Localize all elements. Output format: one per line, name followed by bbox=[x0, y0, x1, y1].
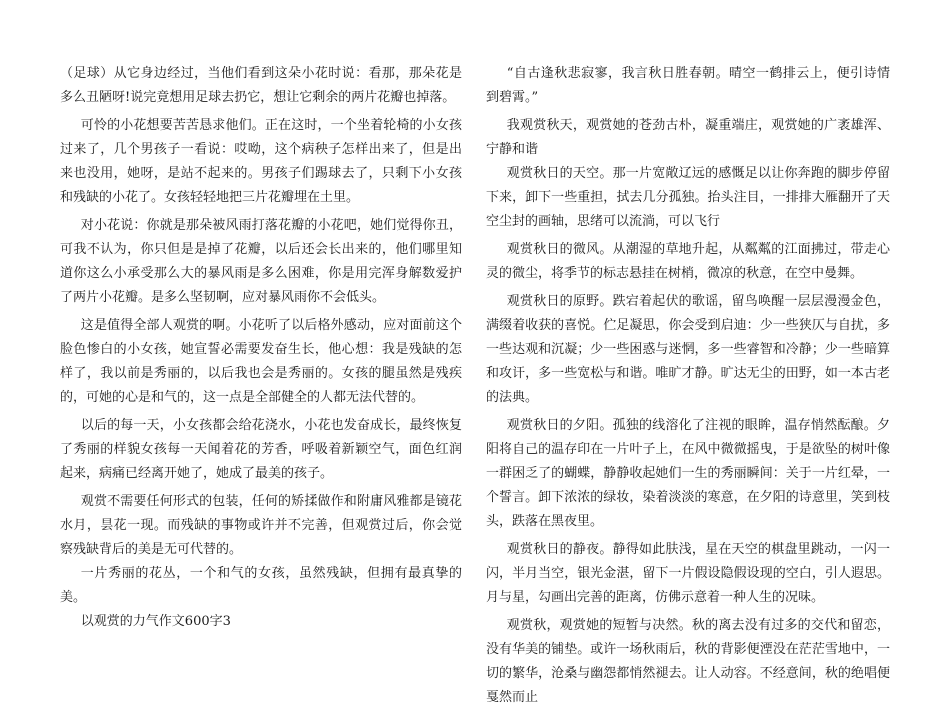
paragraph: 以后的每一天，小女孩都会给花浇水，小花也发奋成长，最终恢复了秀丽的样貌女孩每一天闻着花的芳香，呼吸着新颖空气，面色红润起来，病痛已经离开她了，她成了最美的孩子。 bbox=[60, 418, 462, 481]
right-column bbox=[486, 62, 890, 710]
paragraph: 一片秀丽的花丛，一个和气的女孩，虽然残缺，但拥有最真挚的美。 bbox=[60, 566, 462, 605]
left-column bbox=[60, 62, 462, 634]
paragraph: 对小花说：你就是那朵被风雨打落花瓣的小花吧，她们觉得你丑，可我不认为，你只但是是掉了花瓣，以后还会长出来的，他们哪里知道你这么小承受那么大的暴风雨是多么困难，你是用完浑身解数爱护了两片小花瓣。是多么坚韧啊，应对暴风雨你不会低头。 bbox=[60, 218, 462, 305]
paragraph: 观赏秋日的夕阳。孤独的线溶化了注视的眼眸，温存悄然酝酿。夕阳将自己的温存印在一片叶子上，在风中微微摇曳，于是欲坠的树叶像一群困乏了的蝴蝶，静静收起她们一生的秀丽瞬间：关于一片红晕，一个誓言。卸下浓浓的绿妆，染着淡淡的寒意，在夕阳的诗意里，笑到枝头，跌落在黑夜里。 bbox=[486, 418, 890, 529]
poem-quote: “自古逢秋悲寂寥，我言秋日胜春朝。晴空一鹤排云上，便引诗情到碧霄。” bbox=[486, 66, 890, 105]
paragraph: 我观赏秋天，观赏她的苍劲古朴，凝重端庄，观赏她的广袤雄浑、宁静和谐 bbox=[486, 118, 890, 157]
paragraph: 观赏不需要任何形式的包装，任何的矫揉做作和附庸风雅都是镜花水月，昙花一现。而残缺的事物或许并不完善，但观赏过后，你会觉察残缺背后的美是无可代替的。 bbox=[60, 494, 462, 557]
paragraph: 观赏秋日的天空。那一片宽敞辽远的感慨足以让你奔跑的脚步停留下来，卸下一些重担，拭去几分孤独。抬头注目，一排排大雁翻开了天空尘封的画轴，思绪可以流淌，可以飞行 bbox=[486, 166, 890, 229]
paragraph: 观赏秋日的原野。跌宕着起伏的歌谣，留鸟唤醒一层层漫漫金色，满缀着收获的喜悦。伫足凝思，你会受到启迪：少一些狭仄与自扰，多一些达观和沉凝；少一些困惑与迷惘，多一些睿智和冷静；少一些暗算和攻讦，多一些宽松与和谐。唯旷才静。旷达无尘的田野，如一本古老的法典。 bbox=[486, 294, 890, 405]
paragraph: 观赏秋日的微风。从潮湿的草地升起，从粼粼的江面拂过，带走心灵的微尘，将季节的标志悬挂在树梢，微凉的秋意，在空中曼舞。 bbox=[486, 242, 890, 281]
paragraph: 观赏秋日的静夜。静得如此肤浅，星在天空的棋盘里跳动，一闪一闪，半月当空，银光金湛，留下一片假设隐假设现的空白，引人遐思。月与星，勾画出完善的距离，仿佛示意着一种人生的况味。 bbox=[486, 542, 890, 605]
paragraph: 观赏秋，观赏她的短暂与决然。秋的离去没有过多的交代和留恋，没有华美的铺垫。或许一场秋雨后，秋的背影便湮没在茫茫雪地中，一切的繁华，沧桑与幽怨都悄然褪去。让人动容。不经意间，秋的绝唱便戛然而止 bbox=[486, 618, 890, 705]
paragraph: 可怜的小花想要苦苦恳求他们。正在这时，一个坐着轮椅的小女孩过来了，几个男孩子一看说：哎呦，这个病秧子怎样出来了，但是出来也没用，她呀，是站不起来的。男孩子们踢球去了，只剩下小女孩和残缺的小花了。女孩轻轻地把三片花瓣埋在土里。 bbox=[60, 118, 462, 205]
paragraph: （足球）从它身边经过，当他们看到这朵小花时说：看那，那朵花是多么丑陋呀!说完竟想用足球去扔它，想让它剩余的两片花瓣也掉落。 bbox=[60, 66, 462, 105]
paragraph: 这是值得全部人观赏的啊。小花听了以后格外感动，应对面前这个脸色惨白的小女孩，她宣誓必需要发奋生长，他心想：我是残缺的怎样了，我以前是秀丽的，以后我也会是秀丽的。女孩的腿虽然是残疾的，可她的心是和气的，这一点是全部健全的人都无法代替的。 bbox=[60, 318, 462, 405]
section-heading: 以观赏的力气作文600字3 bbox=[80, 614, 231, 629]
